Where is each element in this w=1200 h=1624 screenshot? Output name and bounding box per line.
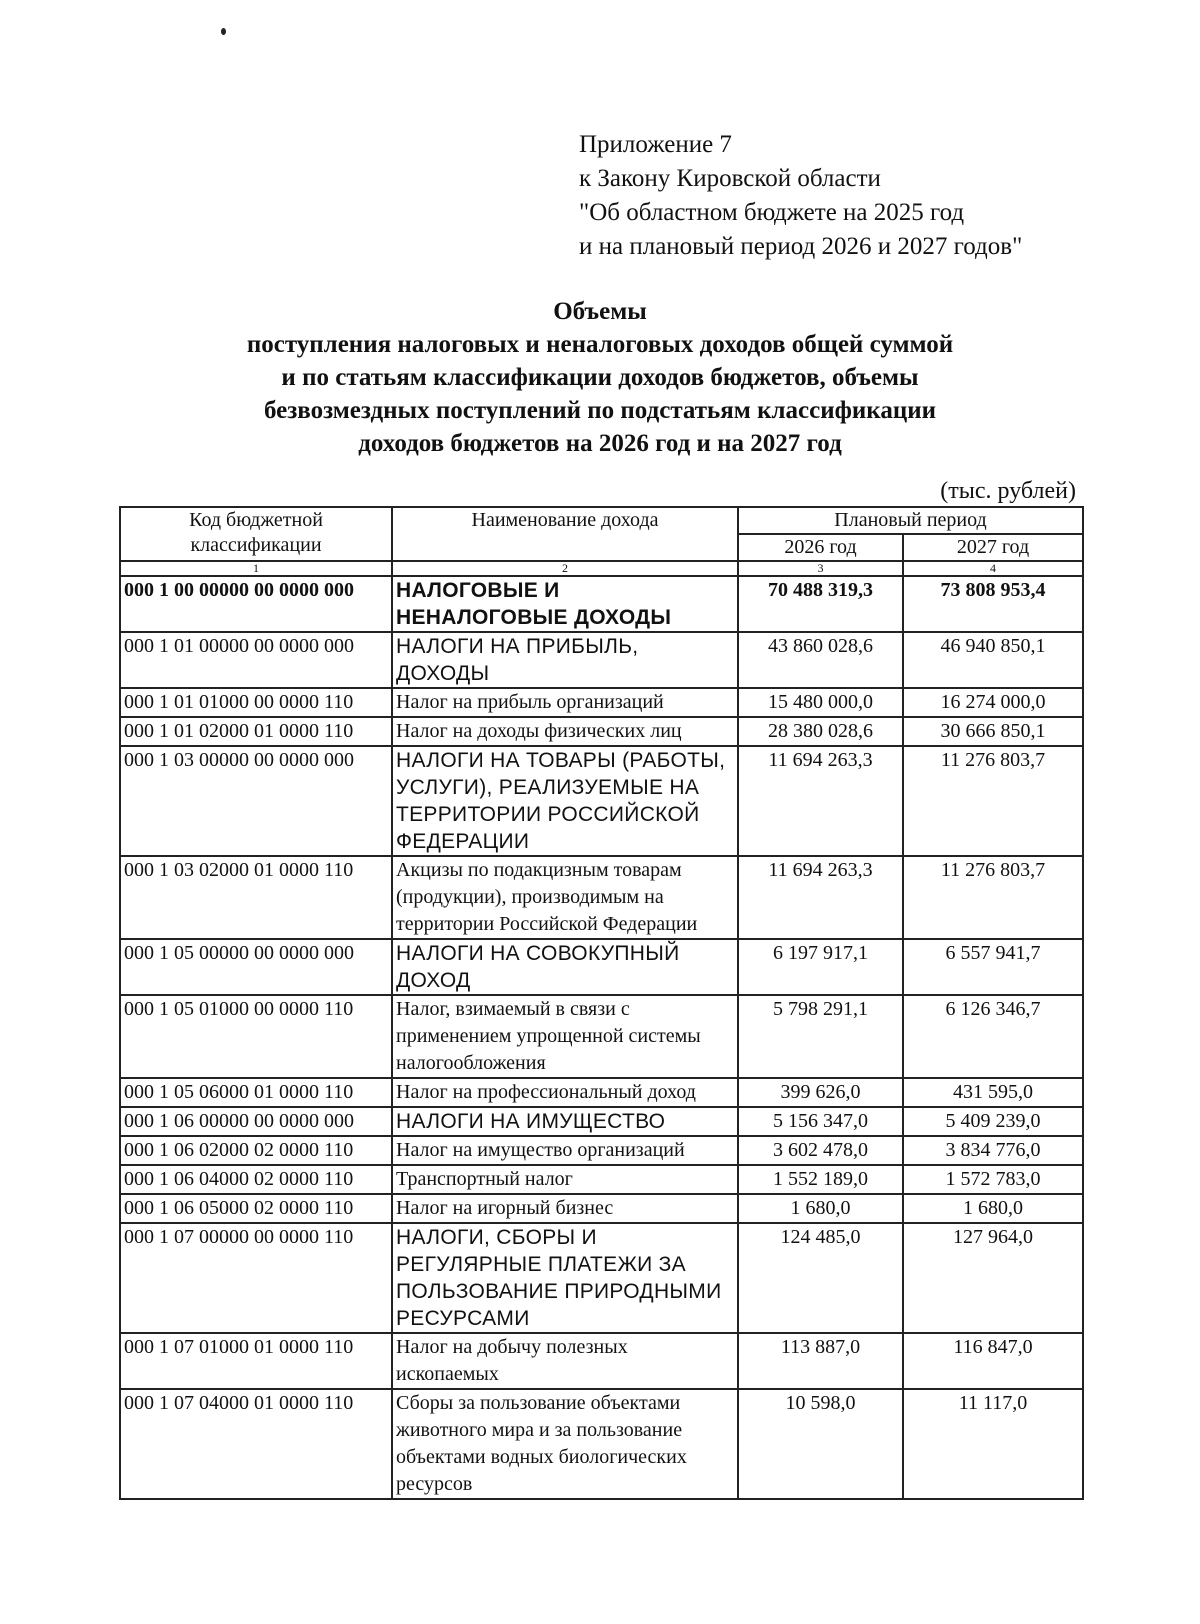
header-2027: 2027 год	[903, 534, 1083, 561]
value-2026-cell: 1 552 189,0	[738, 1165, 903, 1194]
value-2026-cell: 3 602 478,0	[738, 1136, 903, 1165]
table-row	[120, 939, 1083, 995]
code-cell: 000 1 06 00000 00 0000 000	[120, 1107, 392, 1136]
code-cell: 000 1 05 06000 01 0000 110	[120, 1078, 392, 1107]
name-cell: НАЛОГИ НА ТОВАРЫ (РАБОТЫ, УСЛУГИ), РЕАЛИЗУЕМЫЕ НА ТЕРРИТОРИИ РОССИЙСКОЙ ФЕДЕРАЦИИ	[392, 746, 738, 856]
name-cell: НАЛОГИ НА СОВОКУПНЫЙ ДОХОД	[392, 939, 738, 995]
column-number: 3	[738, 561, 903, 576]
code-cell: 000 1 01 01000 00 0000 110	[120, 688, 392, 717]
code-cell: 000 1 06 02000 02 0000 110	[120, 1136, 392, 1165]
value-2027-cell: 16 274 000,0	[903, 688, 1083, 717]
code-cell: 000 1 06 05000 02 0000 110	[120, 1194, 392, 1223]
value-2027-cell: 116 847,0	[903, 1333, 1083, 1389]
value-2027-cell: 3 834 776,0	[903, 1136, 1083, 1165]
value-2026-cell: 15 480 000,0	[738, 688, 903, 717]
value-2026-cell: 124 485,0	[738, 1223, 903, 1333]
code-cell: 000 1 05 00000 00 0000 000	[120, 939, 392, 995]
table-row	[120, 688, 1083, 717]
value-2026-cell: 1 680,0	[738, 1194, 903, 1223]
annex-line-4: и на плановый период 2026 и 2027 годов"	[579, 233, 1023, 260]
name-cell: НАЛОГИ НА ИМУЩЕСТВО	[392, 1107, 738, 1136]
table-row	[120, 632, 1083, 688]
table-row	[120, 1223, 1083, 1333]
name-cell: Налог на игорный бизнес	[392, 1194, 738, 1223]
title-line-5: доходов бюджетов на 2026 год и на 2027 год	[358, 430, 842, 457]
table-row	[120, 1194, 1083, 1223]
header-period: Плановый период	[738, 507, 1083, 534]
table-row	[120, 1333, 1083, 1389]
header-name: Наименование дохода	[392, 507, 738, 561]
value-2027-cell: 6 557 941,7	[903, 939, 1083, 995]
table-row	[120, 746, 1083, 856]
code-cell: 000 1 07 04000 01 0000 110	[120, 1389, 392, 1499]
title-line-4: безвозмездных поступлений по подстатьям классификации	[263, 397, 937, 424]
name-cell: Налог на имущество организаций	[392, 1136, 738, 1165]
value-2027-cell: 6 126 346,7	[903, 995, 1083, 1078]
header-code: Код бюджетной классификации	[120, 507, 392, 561]
code-cell: 000 1 05 01000 00 0000 110	[120, 995, 392, 1078]
value-2027-cell: 127 964,0	[903, 1223, 1083, 1333]
value-2026-cell: 43 860 028,6	[738, 632, 903, 688]
header-2026: 2026 год	[738, 534, 903, 561]
value-2026-cell: 113 887,0	[738, 1333, 903, 1389]
name-cell: Налог на профессиональный доход	[392, 1078, 738, 1107]
annex-line-3: "Об областном бюджете на 2025 год	[579, 199, 965, 226]
column-number: 1	[120, 561, 392, 576]
column-number: 2	[392, 561, 738, 576]
value-2026-cell: 11 694 263,3	[738, 746, 903, 856]
value-2026-cell: 28 380 028,6	[738, 717, 903, 746]
table-row	[120, 1165, 1083, 1194]
name-cell: Сборы за пользование объектами животного мира и за пользование объектами водных биологических ресурсов	[392, 1389, 738, 1499]
table-row	[120, 1389, 1083, 1499]
value-2026-cell: 5 156 347,0	[738, 1107, 903, 1136]
name-cell: НАЛОГИ НА ПРИБЫЛЬ, ДОХОДЫ	[392, 632, 738, 688]
table-row	[120, 576, 1083, 632]
code-cell: 000 1 06 04000 02 0000 110	[120, 1165, 392, 1194]
name-cell: Налог, взимаемый в связи с применением упрощенной системы налогообложения	[392, 995, 738, 1078]
value-2027-cell: 73 808 953,4	[903, 576, 1083, 632]
annex-line-1: Приложение 7	[579, 131, 732, 158]
code-cell: 000 1 00 00000 00 0000 000	[120, 576, 392, 632]
name-cell: Налог на доходы физических лиц	[392, 717, 738, 746]
title-line-3: и по статьям классификации доходов бюджетов, объемы	[281, 364, 919, 391]
name-cell: Налог на добычу полезных ископаемых	[392, 1333, 738, 1389]
value-2026-cell: 10 598,0	[738, 1389, 903, 1499]
value-2026-cell: 5 798 291,1	[738, 995, 903, 1078]
code-cell: 000 1 01 00000 00 0000 000	[120, 632, 392, 688]
table-row	[120, 995, 1083, 1078]
table-row	[120, 1078, 1083, 1107]
value-2027-cell: 11 276 803,7	[903, 746, 1083, 856]
code-cell: 000 1 03 02000 01 0000 110	[120, 856, 392, 939]
value-2027-cell: 1 680,0	[903, 1194, 1083, 1223]
value-2027-cell: 1 572 783,0	[903, 1165, 1083, 1194]
name-cell: Транспортный налог	[392, 1165, 738, 1194]
value-2026-cell: 6 197 917,1	[738, 939, 903, 995]
value-2026-cell: 399 626,0	[738, 1078, 903, 1107]
value-2027-cell: 11 117,0	[903, 1389, 1083, 1499]
value-2027-cell: 11 276 803,7	[903, 856, 1083, 939]
units-label: (тыс. рублей)	[940, 478, 1076, 504]
document-title	[120, 295, 1080, 460]
name-cell: Акцизы по подакцизным товарам (продукции), производимым на территории Российской Федерации	[392, 856, 738, 939]
table-row	[120, 856, 1083, 939]
table-row	[120, 717, 1083, 746]
value-2027-cell: 30 666 850,1	[903, 717, 1083, 746]
value-2027-cell: 431 595,0	[903, 1078, 1083, 1107]
value-2026-cell: 11 694 263,3	[738, 856, 903, 939]
table-row	[120, 1136, 1083, 1165]
value-2027-cell: 46 940 850,1	[903, 632, 1083, 688]
code-cell: 000 1 01 02000 01 0000 110	[120, 717, 392, 746]
name-cell: Налог на прибыль организаций	[392, 688, 738, 717]
title-line-1: Объемы	[553, 298, 647, 325]
code-cell: 000 1 03 00000 00 0000 000	[120, 746, 392, 856]
value-2027-cell: 5 409 239,0	[903, 1107, 1083, 1136]
scan-speck	[221, 28, 226, 35]
value-2026-cell: 70 488 319,3	[738, 576, 903, 632]
table-row	[120, 1107, 1083, 1136]
column-number: 4	[903, 561, 1083, 576]
name-cell: НАЛОГОВЫЕ И НЕНАЛОГОВЫЕ ДОХОДЫ	[392, 576, 738, 632]
revenue-table	[119, 506, 1084, 1500]
name-cell: НАЛОГИ, СБОРЫ И РЕГУЛЯРНЫЕ ПЛАТЕЖИ ЗА ПОЛЬЗОВАНИЕ ПРИРОДНЫМИ РЕСУРСАМИ	[392, 1223, 738, 1333]
annex-header	[579, 128, 1022, 264]
code-cell: 000 1 07 01000 01 0000 110	[120, 1333, 392, 1389]
title-line-2: поступления налоговых и неналоговых доходов общей суммой	[246, 331, 954, 358]
code-cell: 000 1 07 00000 00 0000 110	[120, 1223, 392, 1333]
annex-line-2: к Закону Кировской области	[579, 165, 881, 192]
